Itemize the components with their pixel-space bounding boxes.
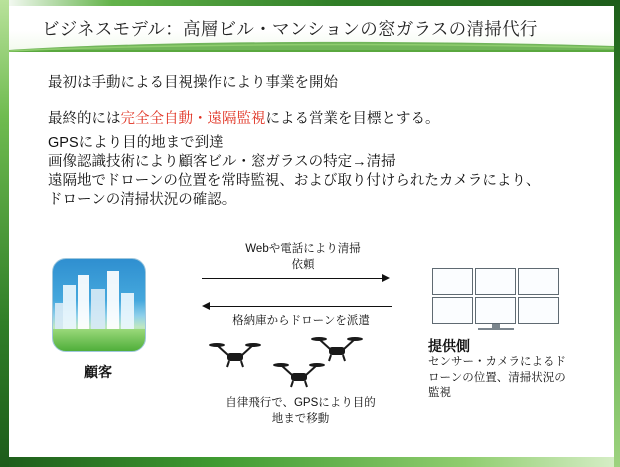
dispatch-arrow-head bbox=[202, 302, 210, 310]
monitor-wall-icon bbox=[432, 268, 562, 330]
body-line-3: GPSにより目的地まで到達 bbox=[48, 135, 224, 151]
provider-sublabel-line-1: センサー・カメラによるド bbox=[428, 356, 566, 368]
body-line-2-highlight: 完全全自動・遠隔監視 bbox=[120, 111, 266, 127]
body-line-2-suffix: による営業を目標とする。 bbox=[265, 111, 440, 127]
drone-icon-left bbox=[208, 338, 262, 375]
flight-label-line-1: 自律飛行で、GPSにより目的 bbox=[225, 397, 376, 409]
bottom-border-decoration bbox=[0, 457, 620, 467]
provider-sublabel-line-2: ローンの位置、清掃状況の bbox=[428, 371, 566, 384]
body-line-4: 画像認識技術により顧客ビル・窓ガラスの特定→清掃 bbox=[48, 154, 396, 170]
flight-label bbox=[213, 396, 388, 427]
dispatch-arrow-line bbox=[210, 306, 392, 307]
request-arrow-head bbox=[382, 274, 390, 282]
right-border-decoration bbox=[614, 0, 620, 467]
customer-buildings-icon bbox=[52, 258, 146, 352]
body-line-2-prefix: 最終的には bbox=[48, 111, 121, 127]
page-title: ビジネスモデル：高層ビル・マンションの窓ガラスの清掃代行 bbox=[42, 19, 538, 39]
flight-label-line-2: 地まで移動 bbox=[271, 412, 330, 425]
customer-label: 顧客 bbox=[84, 364, 112, 380]
request-arrow-label bbox=[228, 242, 378, 273]
body-line-1: 最初は手動による目視操作により事業を開始 bbox=[48, 75, 338, 91]
body-line-5: 遠隔地でドローンの位置を常時監視、および取り付けられたカメラにより、 bbox=[48, 173, 541, 189]
left-border-decoration bbox=[0, 0, 9, 467]
request-arrow-label-line-1: Webや電話により清掃 bbox=[245, 243, 361, 255]
dispatch-arrow-label: 格納庫からドローンを派遣 bbox=[232, 315, 370, 327]
body-line-2 bbox=[48, 110, 440, 130]
request-arrow-label-line-2: 依頼 bbox=[291, 258, 315, 271]
body-line-6: ドローンの清掃状況の確認。 bbox=[48, 192, 237, 208]
provider-label: 提供側 bbox=[428, 338, 470, 354]
provider-sublabel bbox=[428, 355, 608, 402]
request-arrow-line bbox=[202, 278, 384, 279]
provider-sublabel-line-3: 監視 bbox=[428, 387, 451, 400]
drone-icon-center bbox=[272, 358, 326, 395]
